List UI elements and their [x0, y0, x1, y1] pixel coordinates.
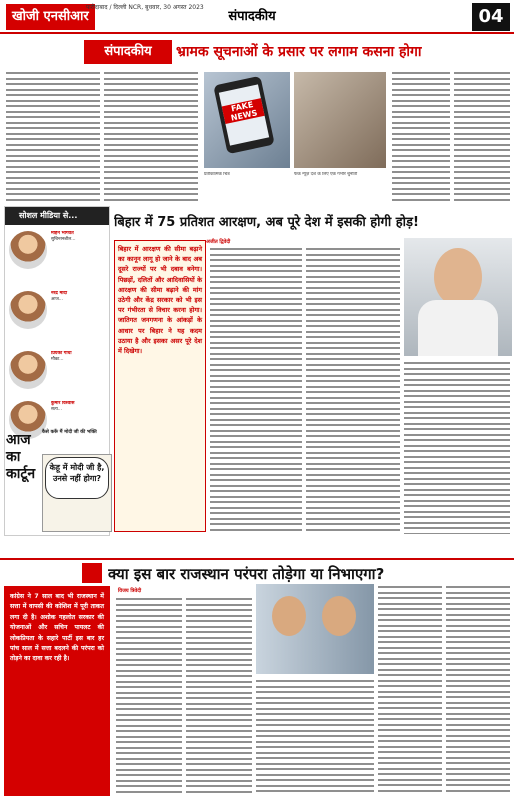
bihar-column-1: [210, 248, 302, 534]
speech-bubble: केहू में मोदी जी है, उनसे नहीं होगा?: [45, 457, 109, 499]
bihar-pull-quote: [114, 240, 206, 532]
avatar: [9, 291, 47, 329]
post-text: सुचिन्तनशील...: [51, 236, 76, 242]
phone-image: [213, 76, 275, 154]
social-post: [51, 291, 109, 331]
editorial-column-4: [454, 72, 510, 202]
dateline: फरीदाबाद / दिल्ली NCR, बुधवार, 30 अगस्त 2023: [86, 4, 204, 11]
cartoon-label: आज का कार्टून: [6, 432, 36, 482]
editorial-column-2: [104, 72, 198, 202]
social-header: सोशल मीडिया से...: [5, 207, 109, 225]
rajasthan-side-box: [4, 586, 110, 796]
avatar: [9, 351, 47, 389]
rajasthan-column-5: [446, 586, 510, 796]
fake-news-label: FAKE NEWS: [222, 98, 265, 124]
story-tag-icon: [82, 563, 102, 583]
rajasthan-headline-bar: [0, 558, 514, 584]
bihar-byline: अजीत द्विवेदी: [206, 239, 231, 245]
post-author: कुमार विश्वास: [51, 401, 75, 406]
side-box-text: कांग्रेस ने 7 साल बाद भी राजस्थान में सत्ता में वापसी की कोशिश में पूरी ताकत लगा दी है। अशोक गहलोत सरकार की योजनाओं और सचिन पायलट की लोकप्रियता के सहारे पार्टी इस बार हर पांच साल में सत्ता बदलने की परंपरा को तोड़ने का दावा कर रही है।: [10, 593, 104, 663]
bihar-headline: बिहार में 75 प्रतिशत आरक्षण, अब पूरे देश में इसकी होगी होड़!: [114, 215, 419, 230]
social-post: [51, 401, 109, 431]
post-author: मोहन भागवत: [51, 231, 74, 236]
post-author: प्रियंका गांधी: [51, 351, 72, 356]
page-number: 04: [472, 3, 510, 31]
bihar-column-3: [404, 362, 510, 534]
rajasthan-leaders-photo: [256, 584, 374, 674]
editorial-headline: भ्रामक सूचनाओं के प्रसार पर लगाम कसना होगा: [176, 44, 422, 60]
editorial-tag: संपादकीय: [84, 40, 172, 64]
rajasthan-byline: विजय त्रिवेदी: [118, 588, 142, 594]
post-text: आज...: [51, 296, 63, 302]
social-post: [51, 351, 109, 391]
editorial-band: [0, 40, 514, 66]
rajasthan-column-4: [378, 586, 442, 796]
post-text: मौका...: [51, 356, 64, 362]
rajasthan-column-1: [116, 598, 182, 796]
social-post: [51, 231, 109, 271]
post-text: सत्य...: [51, 406, 62, 412]
people-photo: [294, 72, 386, 168]
rajasthan-column-3: [256, 680, 374, 796]
editorial-column-1: [6, 72, 100, 202]
photo-caption-right: फेक न्यूज़ देश के लिए एक गंभीर चुनौती: [294, 172, 358, 177]
fake-news-photo: [204, 72, 290, 168]
masthead: [0, 0, 514, 34]
photo-caption-left: प्रतीकात्मक चित्र: [204, 172, 230, 177]
post-author: नरेंद्र मोदी: [51, 291, 68, 296]
rajasthan-column-2: [186, 598, 252, 796]
nitish-kumar-photo: [404, 238, 512, 356]
newspaper-logo: खोजी एनसीआर: [6, 4, 95, 30]
bihar-column-2: [306, 248, 400, 534]
avatar: [9, 231, 47, 269]
pull-quote-text: बिहार में आरक्षण की सीमा बढ़ाने का कानून लागू हो जाने के बाद अब दूसरे राज्यों पर भी दबाव बनेगा। पिछड़ों, दलितों और आदिवासियों के आरक्षण की सीमा बढ़ाने की मांग उठेगी और केंद्र सरकार को भी इस पर गंभीरता से विचार करना होगा। जातिगत जनगणना के आंकड़ों के आधार पर बिहार ने यह कदम उठाया है और इसका असर पूरे देश में दिखेगा।: [118, 245, 202, 356]
editorial-column-3: [392, 72, 450, 202]
section-title: संपादकीय: [228, 9, 276, 24]
cartoon-image: [42, 454, 112, 532]
cartoon-title: कैसे करूँ मैं मोदी जी की भक्ति: [42, 430, 97, 435]
rajasthan-headline: क्या इस बार राजस्थान परंपरा तोड़ेगा या निभाएगा?: [108, 565, 385, 583]
